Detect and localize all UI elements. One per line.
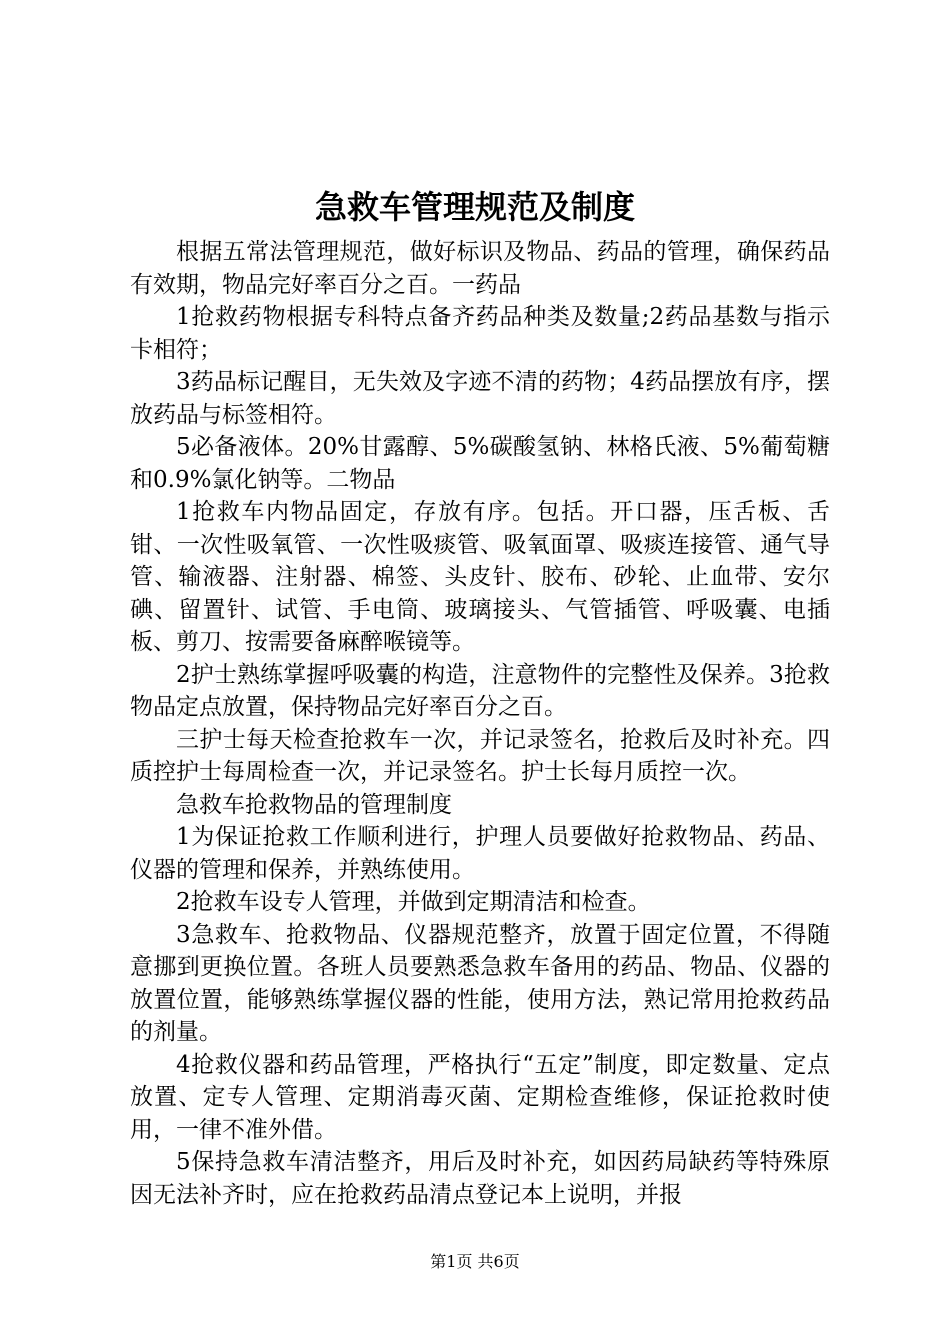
- paragraph: 2护士熟练掌握呼吸囊的构造，注意物件的完整性及保养。3抢救物品定点放置，保持物品完好率百分之百。: [130, 661, 830, 720]
- paragraph: 1抢救车内物品固定，存放有序。包括。开口器，压舌板、舌钳、一次性吸氧管、一次性吸痰管、吸氧面罩、吸痰连接管、通气导管、输液器、注射器、棉签、头皮针、胶布、砂轮、止血带、安尔碘、留置针、试管、手电筒、玻璃接头、气管插管、呼吸囊、电插板、剪刀、按需要备麻醉喉镜等。: [130, 499, 830, 655]
- document-title: 急救车管理规范及制度: [314, 188, 635, 226]
- paragraph: 1为保证抢救工作顺利进行，护理人员要做好抢救物品、药品、仪器的管理和保养，并熟练使用。: [130, 824, 830, 883]
- paragraph: 3药品标记醒目，无失效及字迹不清的药物；4药品摆放有序，摆放药品与标签相符。: [130, 369, 830, 428]
- page-number-footer: 第1页 共6页: [430, 1252, 520, 1271]
- paragraph: 2抢救车设专人管理，并做到定期清洁和检查。: [176, 889, 651, 915]
- paragraph: 根据五常法管理规范，做好标识及物品、药品的管理，确保药品有效期，物品完好率百分之百。一药品: [130, 239, 830, 298]
- paragraph: 1抢救药物根据专科特点备齐药品种类及数量;2药品基数与指示卡相符；: [130, 304, 830, 363]
- document-body: [130, 236, 830, 1211]
- paragraph: 4抢救仪器和药品管理，严格执行“五定”制度，即定数量、定点放置、定专人管理、定期消毒灭菌、定期检查维修，保证抢救时使用，一律不准外借。: [130, 1051, 830, 1143]
- paragraph: 3急救车、抢救物品、仪器规范整齐，放置于固定位置，不得随意挪到更换位置。各班人员要熟悉急救车备用的药品、物品、仪器的放置位置，能够熟练掌握仪器的性能，使用方法，熟记常用抢救药品的剂量。: [130, 921, 830, 1045]
- paragraph: 5保持急救车清洁整齐，用后及时补充，如因药局缺药等特殊原因无法补齐时，应在抢救药品清点登记本上说明，并报: [130, 1149, 830, 1208]
- section-heading: 急救车抢救物品的管理制度: [176, 791, 452, 818]
- paragraph: 5必备液体。20%甘露醇、5%碳酸氢钠、林格氏液、5%葡萄糖和0.9%氯化钠等。二物品: [130, 434, 830, 493]
- paragraph: 三护士每天检查抢救车一次，并记录签名，抢救后及时补充。四质控护士每周检查一次，并记录签名。护士长每月质控一次。: [130, 726, 830, 785]
